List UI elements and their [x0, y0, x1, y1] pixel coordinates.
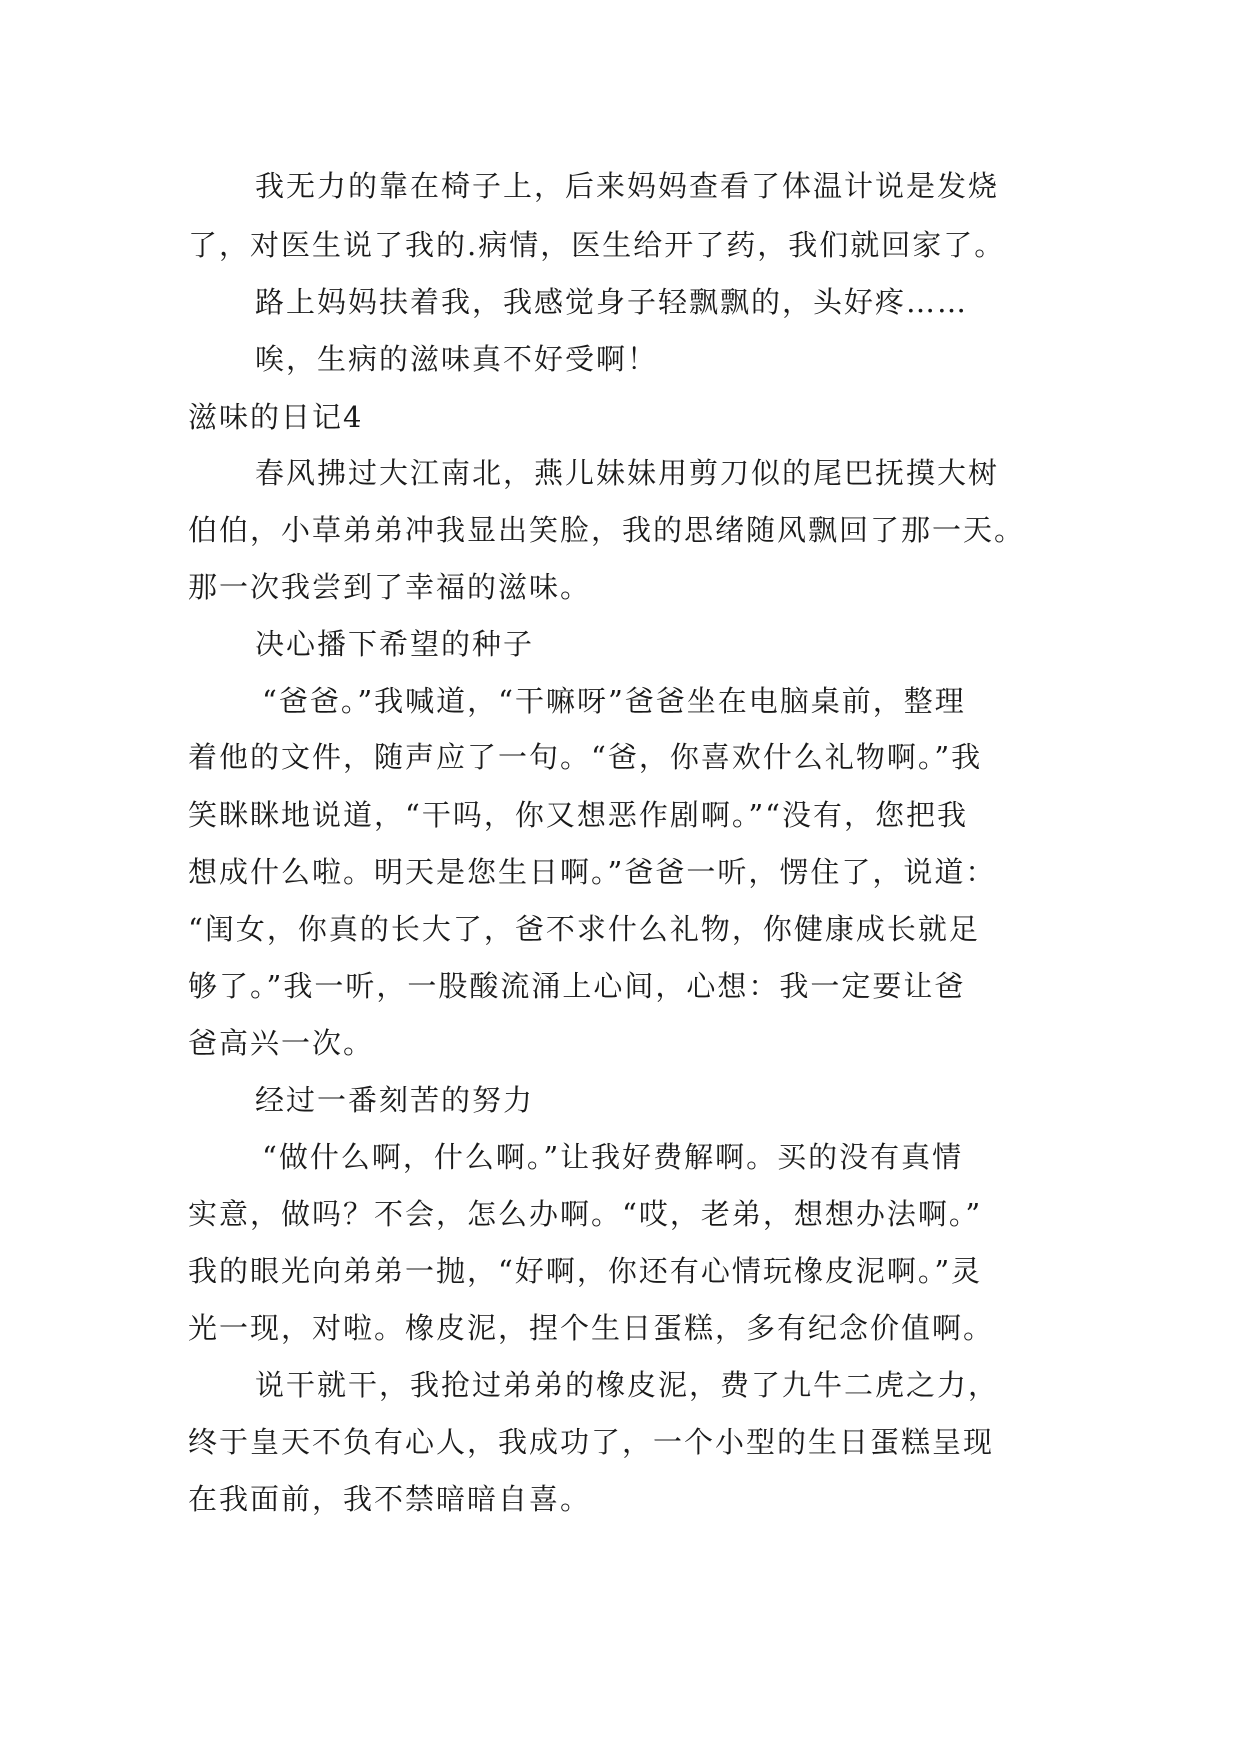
text-line: 了，对医生说了我的.病情，医生给开了药，我们就回家了。	[188, 228, 1006, 262]
text-line: 我的眼光向弟弟一抛，“好啊，你还有心情玩橡皮泥啊。”灵	[188, 1254, 983, 1288]
section-title: 滋味的日记4	[188, 400, 364, 434]
text-line: 路上妈妈扶着我，我感觉身子轻飘飘的，头好疼……	[255, 285, 969, 319]
text-line: 唉，生病的滋味真不好受啊！	[255, 342, 659, 376]
text-line: 实意，做吗？不会，怎么办啊。“哎，老弟，想想办法啊。”	[188, 1197, 983, 1231]
subheading: 经过一番刻苦的努力	[255, 1083, 535, 1117]
text-line: “闺女，你真的长大了，爸不求什么礼物，你健康成长就足	[188, 912, 980, 946]
text-line: 在我面前，我不禁暗暗自喜。	[188, 1482, 592, 1516]
text-line: 春风拂过大江南北，燕儿妹妹用剪刀似的尾巴抚摸大树	[255, 456, 1000, 490]
text-line: 着他的文件，随声应了一句。“爸，你喜欢什么礼物啊。”我	[188, 740, 983, 774]
text-line: 伯伯，小草弟弟冲我显出笑脸，我的思绪随风飘回了那一天。	[188, 513, 1026, 547]
text-line: 说干就干，我抢过弟弟的橡皮泥，费了九牛二虎之力，	[255, 1368, 1000, 1402]
text-line: 爸高兴一次。	[188, 1026, 375, 1060]
text-line: “做什么啊，什么啊。”让我好费解啊。买的没有真情	[262, 1140, 964, 1174]
text-line: 光一现，对啦。橡皮泥，捏个生日蛋糕，多有纪念价值啊。	[188, 1311, 995, 1345]
text-line: 终于皇天不负有心人，我成功了，一个小型的生日蛋糕呈现	[188, 1425, 995, 1459]
text-line: 笑眯眯地说道，“干吗，你又想恶作剧啊。”“没有，您把我	[188, 798, 968, 832]
text-line: 够了。”我一听，一股酸流涌上心间，心想：我一定要让爸	[188, 969, 966, 1003]
text-line: 我无力的靠在椅子上，后来妈妈查看了体温计说是发烧	[255, 169, 1000, 203]
text-line: “爸爸。”我喊道，“干嘛呀”爸爸坐在电脑桌前，整理	[262, 684, 966, 718]
text-line: 想成什么啦。明天是您生日啊。”爸爸一听，愣住了，说道：	[188, 855, 997, 889]
text-line: 那一次我尝到了幸福的滋味。	[188, 570, 592, 604]
subheading: 决心播下希望的种子	[255, 627, 535, 661]
